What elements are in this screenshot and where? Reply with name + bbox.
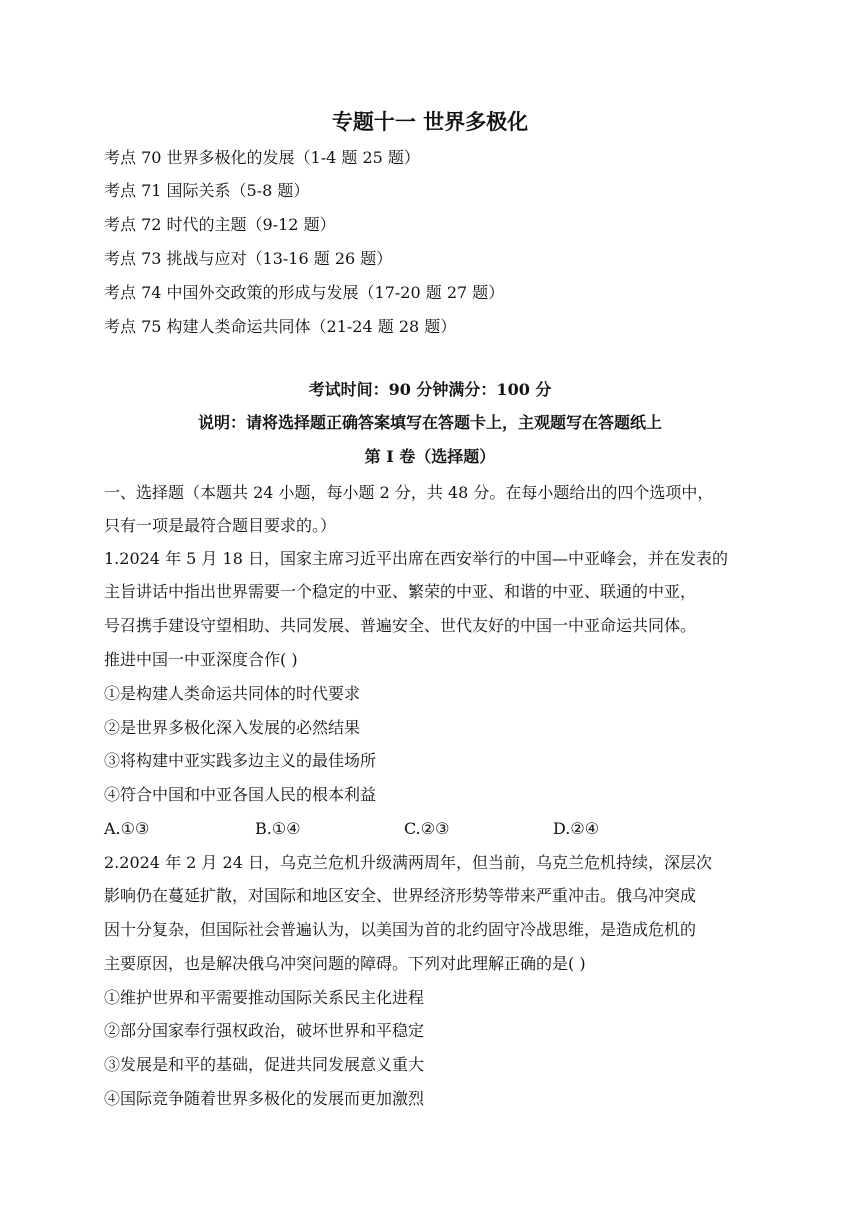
q2-stem-line: 因十分复杂，但国际社会普遍认为，以美国为首的北约固守冷战思维，是造成危机的 bbox=[104, 920, 697, 939]
page-title: 专题十一 世界多极化 bbox=[331, 110, 529, 134]
q1-statement: ②是世界多极化深入发展的必然结果 bbox=[104, 718, 361, 737]
exam-point: 考点 74 中国外交政策的形成与发展（17-20 题 27 题） bbox=[104, 283, 505, 302]
q1-option-d: D.②④ bbox=[553, 819, 600, 838]
q2-stem-line: 2.2024 年 2 月 24 日，乌克兰危机升级满两周年，但当前，乌克兰危机持续，深层次 bbox=[104, 853, 712, 872]
q1-option-c: C.②③ bbox=[404, 819, 450, 838]
q1-stem-line: 号召携手建设守望相助、共同发展、普遍安全、世代友好的中国一中亚命运共同体。 bbox=[104, 616, 697, 635]
section-intro-line: 一、选择题（本题共 24 小题，每小题 2 分，共 48 分。在每小题给出的四个选项中， bbox=[104, 483, 714, 502]
q1-stem-line: 推进中国一中亚深度合作( ) bbox=[104, 650, 298, 669]
q1-stem-line: 主旨讲话中指出世界需要一个稳定的中亚、繁荣的中亚、和谐的中亚、联通的中亚， bbox=[104, 582, 697, 601]
exam-point: 考点 75 构建人类命运共同体（21-24 题 28 题） bbox=[104, 317, 457, 336]
exam-point: 考点 72 时代的主题（9-12 题） bbox=[104, 215, 336, 234]
q2-statement: ④国际竞争随着世界多极化的发展而更加激烈 bbox=[104, 1089, 425, 1108]
q1-option-a: A.①③ bbox=[104, 819, 150, 838]
exam-point: 考点 73 挑战与应对（13-16 题 26 题） bbox=[104, 249, 393, 268]
q2-stem-line: 主要原因，也是解决俄乌冲突问题的障碍。下列对此理解正确的是( ) bbox=[104, 954, 586, 973]
q1-statement: ④符合中国和中亚各国人民的根本利益 bbox=[104, 785, 377, 804]
exam-point: 考点 71 国际关系（5-8 题） bbox=[104, 181, 310, 200]
q1-statement: ③将构建中亚实践多边主义的最佳场所 bbox=[104, 751, 377, 770]
q1-stem-line: 1.2024 年 5 月 18 日，国家主席习近平出席在西安举行的中国—中亚峰会，并在发表的 bbox=[104, 549, 728, 568]
instruction: 说明：请将选择题正确答案填写在答题卡上，主观题写在答题纸上 bbox=[197, 413, 662, 432]
section-intro-line: 只有一项是最符合题目要求的。） bbox=[104, 516, 337, 535]
q1-statement: ①是构建人类命运共同体的时代要求 bbox=[104, 684, 361, 703]
q2-statement: ①维护世界和平需要推动国际关系民主化进程 bbox=[104, 988, 425, 1007]
q2-stem-line: 影响仍在蔓延扩散，对国际和地区安全、世界经济形势等带来严重冲击。俄乌冲突成 bbox=[104, 886, 697, 905]
q1-option-b: B.①④ bbox=[255, 819, 301, 838]
q2-statement: ③发展是和平的基础，促进共同发展意义重大 bbox=[104, 1055, 425, 1074]
volume-title: 第 I 卷（选择题） bbox=[364, 447, 496, 466]
exam-point: 考点 70 世界多极化的发展（1-4 题 25 题） bbox=[104, 148, 420, 167]
exam-info: 考试时间：90 分钟满分：100 分 bbox=[308, 380, 552, 399]
q2-statement: ②部分国家奉行强权政治，破坏世界和平稳定 bbox=[104, 1021, 425, 1040]
